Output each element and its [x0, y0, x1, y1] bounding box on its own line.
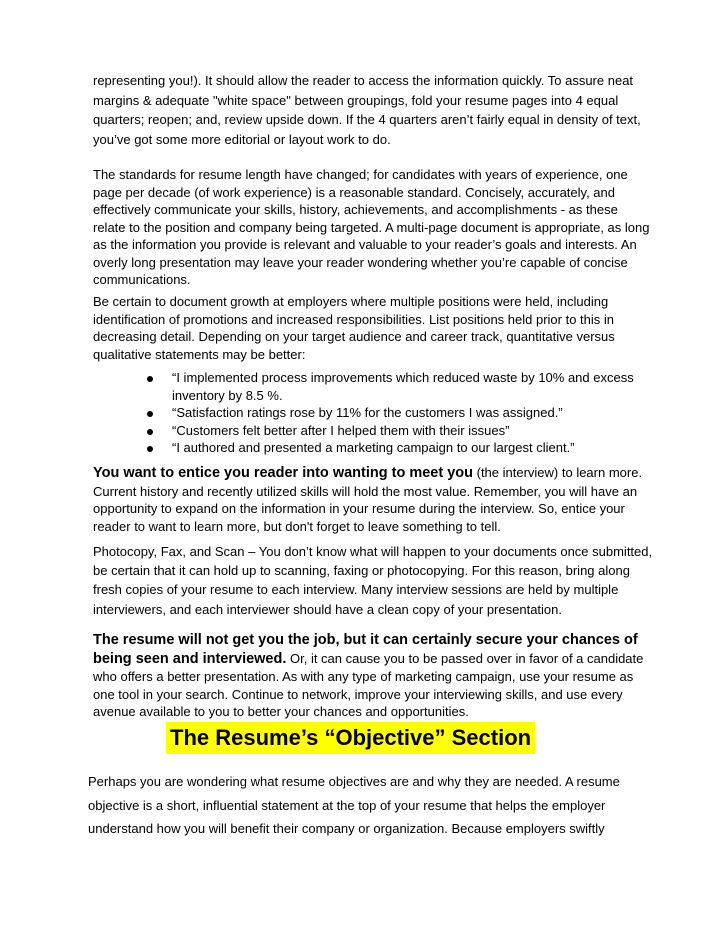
- list-item: “Customers felt better after I helped them with their issues”: [140, 422, 660, 440]
- paragraph-resume-length: The standards for resume length have changed; for candidates with years of experience, one page per decade (of work experience) is a reasonable standard. Concisely, accurately, and effectively communicate your skills, history, achievements, and accomplishments - as these relate to the position and company being targeted. A multi-page document is appropriate, as long as the information you provide is relevant and valuable to your reader’s goals and interests. An overly long presentation may leave your reader wondering whether you’re capable of concise communications.: [93, 167, 650, 287]
- section-heading-objective: The Resume’s “Objective” Section: [166, 722, 535, 754]
- paragraph-document-growth: Be certain to document growth at employers where multiple positions were held, including identification of promotions and increased responsibilities. List positions held prior to this in decreasing detail. Depending on your target audience and career track, quantitative versus qualitative statements may be better:: [93, 294, 615, 362]
- example-statements-list: [140, 369, 660, 457]
- list-item: “I implemented process improvements which reduced waste by 10% and excess inventory by 8.5 %.: [140, 369, 660, 404]
- paragraph-entice-reader: [93, 464, 653, 535]
- paragraph-body: (the interview) to learn more. Current history and recently utilized skills will hold the most value. Remember, you will have an opportunity to expand on the information in your resume during the interview. So, entice your reader to want to learn more, but don't forget to leave something to tell.: [93, 465, 643, 534]
- paragraph-resume-chances: [93, 631, 653, 721]
- paragraph-photocopy-fax-scan: Photocopy, Fax, and Scan – You don’t know what will happen to your documents once submitted, be certain that it can hold up to scanning, faxing or photocopying. For this reason, bring along fresh copies of your resume to each interview. Many interview sessions are held by multiple interviewers, and each interviewer should have a clean copy of your presentation.: [93, 544, 653, 617]
- paragraph-lead-bold: You want to entice you reader into wanting to meet you: [93, 465, 473, 481]
- paragraph-lead-bold: The resume will not get you the job, but it can certainly secure your chances of being seen and interviewed.: [93, 632, 638, 667]
- list-item: “I authored and presented a marketing campaign to our largest client.”: [140, 439, 660, 457]
- list-item: “Satisfaction ratings rose by 11% for the customers I was assigned.”: [140, 404, 660, 422]
- paragraph-layout-tip: representing you!). It should allow the reader to access the information quickly. To assure neat margins & adequate "white space" between groupings, fold your resume pages into 4 equal quarters; reopen; and, review upside down. If the 4 quarters aren’t fairly equal in density of text, you’ve got some more editorial or layout work to do.: [93, 73, 641, 147]
- paragraph-objective-intro: Perhaps you are wondering what resume objectives are and why they are needed. A resume objective is a short, influential statement at the top of your resume that helps the employer understand how you will benefit their company or organization. Because employers swiftly: [88, 774, 620, 836]
- paragraph-body: Or, it can cause you to be passed over in favor of a candidate who offers a better presentation. As with any type of marketing campaign, use your resume as one tool in your search. Continue to network, improve your interviewing skills, and use every avenue available to you to better your chances and opportunities.: [93, 650, 644, 719]
